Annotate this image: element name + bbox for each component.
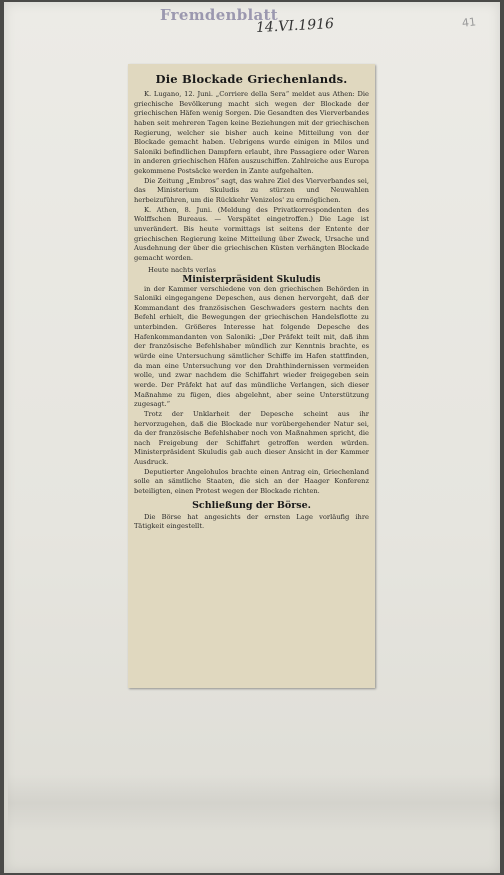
- paper-fold-band: [8, 774, 504, 832]
- page-number: 41: [461, 15, 477, 30]
- pre-heading: Heute nachts verlas: [148, 265, 216, 274]
- article-paragraph: K. Athen, 8. Juni. (Meldung des Privatkorrespondenten des Wolffschen Bureaus. — Verspätet eingetroffen.) Die Lage ist unverändert. Bis heute vormittags ist seitens der Entente der griechischen Regierung keine Mitteilung über Zweck, Ursache und Ausdehnung der über die griechischen Küsten verhängten Blockade gemacht worden.: [134, 205, 369, 262]
- article-paragraph: in der Kammer verschiedene von den griechischen Behörden in Saloniki eingegangene Depeschen, aus denen hervorgeht, daß der Kommandant des französischen Geschwaders gestern nachts den Befehl erhielt, die Bewegungen der griechischen Handelsflotte zu unterbinden. Größeres Interesse hat folgende Depesche des Hafenkommandanten von Saloniki: „Der Präfekt teilt mit, daß ihm der französische Befehlshaber mündlich zur Kenntnis brachte, es würde eine Untersuchung sämtlicher Schiffe im Hafen stattfinden, da man eine Untersuchung vor den Drahthindernissen vermeiden wolle, und zwar nachdem die Schiffahrt wieder freigegeben sein werde. Der Präfekt hat auf das mündliche Verlangen, sich dieser Maßnahme zu fügen, dies abgelehnt, aber seine Unterstützung zugesagt.“: [134, 284, 369, 409]
- archive-sheet: [4, 2, 500, 873]
- section-subheading-2: Schließung der Börse.: [192, 499, 311, 511]
- article-paragraph: Deputierter Angelohulos brachte einen Antrag ein, Griechenland solle an sämtliche Staaten, die sich an der Haager Konferenz beteiligten, einen Protest wegen der Blockade richten.: [134, 467, 369, 495]
- article-paragraph: Die Zeitung „Embros“ sagt, das wahre Ziel des Vierverbandes sei, das Ministerium Skuludis zu stürzen und Neuwahlen herbeizuführen, um die Rückkehr Venizelos' zu ermöglichen.: [134, 176, 369, 205]
- newspaper-stamp: Fremdenblatt: [160, 6, 279, 24]
- article-headline: Die Blockade Griechenlands.: [155, 72, 348, 86]
- article-body: [134, 90, 369, 532]
- newspaper-clipping: [128, 64, 375, 688]
- section-subheading: Ministerpräsident Skuludis: [182, 274, 321, 285]
- article-paragraph: Die Börse hat angesichts der ernsten Lage vorläufig ihre Tätigkeit eingestellt.: [134, 512, 369, 531]
- handwritten-date: 14.VI.1916: [255, 15, 335, 37]
- article-paragraph: Trotz der Unklarheit der Depesche scheint aus ihr hervorzugehen, daß die Blockade nur vorübergehender Natur sei, da der französische Befehlshaber noch von Maßnahmen spricht, die nach Freigebung der Schiffahrt getroffen werden würden. Ministerpräsident Skuludis gab auch dieser Ansicht in der Kammer Ausdruck.: [134, 409, 369, 467]
- article-paragraph: K. Lugano, 12. Juni. „Corriere della Sera“ meldet aus Athen: Die griechische Bevölkerung macht sich wegen der Blockade der griechischen Häfen wenig Sorgen. Die Gesandten des Vierverbandes haben seit mehreren Tagen keine Beziehungen mit der griechischen Regierung, welcher sie bisher auch keine Mitteilung von der Blockade gemacht haben. Uebrigens wurde einigen in Milos und Saloniki befindlichen Dampfern erlaubt, ihre Passagiere oder Waren in anderen griechischen Häfen auszuschiffen. Zahlreiche aus Europa gekommene Postsäcke werden in Zante aufgehalten.: [134, 90, 369, 176]
